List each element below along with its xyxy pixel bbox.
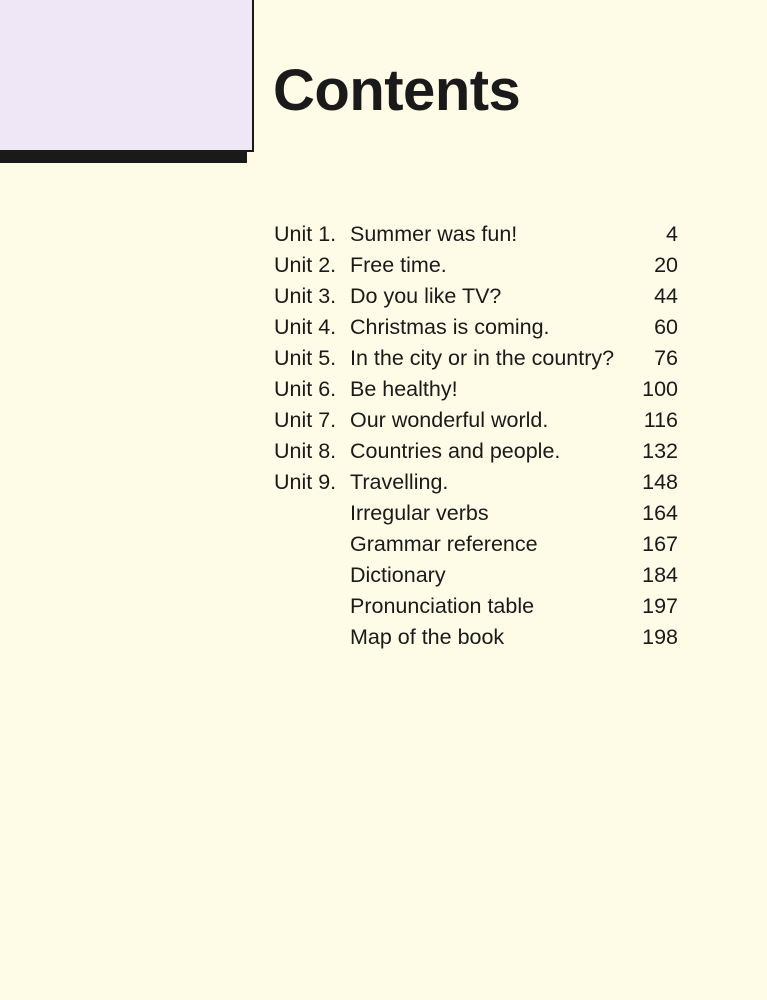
toc-entry-title: Travelling. (350, 470, 449, 494)
toc-page-number: 167 (642, 532, 678, 556)
toc-unit-label: Unit 7. (274, 408, 337, 432)
toc-entry-unit-8[interactable] (274, 436, 678, 467)
toc-page-number: 184 (642, 563, 678, 587)
toc-entry-grammar-reference[interactable] (274, 529, 678, 560)
toc-entry-title: Grammar reference (350, 532, 538, 556)
toc-unit-label: Unit 9. (274, 470, 337, 494)
toc-page-number: 20 (654, 253, 678, 277)
toc-page-number: 148 (642, 470, 678, 494)
toc-page-number: 44 (654, 284, 678, 308)
toc-entry-title: Irregular verbs (350, 501, 489, 525)
toc-entry-title: Countries and people. (350, 439, 561, 463)
toc-page-number: 4 (666, 222, 678, 246)
toc-unit-label: Unit 8. (274, 439, 337, 463)
toc-entry-title: Dictionary (350, 563, 446, 587)
toc-entry-unit-7[interactable] (274, 405, 678, 436)
toc-unit-label: Unit 5. (274, 346, 337, 370)
toc-entry-map-of-the-book[interactable] (274, 622, 678, 653)
toc-entry-unit-6[interactable] (274, 374, 678, 405)
toc-unit-label: Unit 3. (274, 284, 337, 308)
toc-unit-label: Unit 1. (274, 222, 337, 246)
toc-page-number: 198 (642, 625, 678, 649)
toc-entry-irregular-verbs[interactable] (274, 498, 678, 529)
toc-page-number: 100 (642, 377, 678, 401)
table-of-contents (274, 219, 678, 653)
toc-entry-title: Christmas is coming. (350, 315, 550, 339)
toc-entry-unit-3[interactable] (274, 281, 678, 312)
toc-page-number: 164 (642, 501, 678, 525)
toc-entry-title: Do you like TV? (350, 284, 502, 308)
page-title: Contents (273, 58, 521, 123)
toc-entry-title: Our wonderful world. (350, 408, 549, 432)
toc-entry-title: In the city or in the country? (350, 346, 615, 370)
toc-entry-title: Be healthy! (350, 377, 458, 401)
corner-decoration-shadow (0, 152, 247, 163)
toc-entry-pronunciation-table[interactable] (274, 591, 678, 622)
toc-entry-unit-9[interactable] (274, 467, 678, 498)
toc-page-number: 60 (654, 315, 678, 339)
toc-entry-title: Free time. (350, 253, 447, 277)
toc-unit-label: Unit 6. (274, 377, 337, 401)
toc-entry-title: Map of the book (350, 625, 505, 649)
toc-entry-unit-1[interactable] (274, 219, 678, 250)
toc-page-number: 132 (642, 439, 678, 463)
toc-entry-title: Pronunciation table (350, 594, 535, 618)
toc-entry-unit-5[interactable] (274, 343, 678, 374)
toc-page-number: 197 (642, 594, 678, 618)
toc-entry-unit-2[interactable] (274, 250, 678, 281)
toc-entry-title: Summer was fun! (350, 222, 518, 246)
toc-page-number: 76 (654, 346, 678, 370)
toc-page-number: 116 (643, 408, 678, 432)
toc-entry-dictionary[interactable] (274, 560, 678, 591)
toc-entry-unit-4[interactable] (274, 312, 678, 343)
toc-unit-label: Unit 2. (274, 253, 337, 277)
toc-unit-label: Unit 4. (274, 315, 337, 339)
corner-decoration-box (0, 0, 254, 152)
